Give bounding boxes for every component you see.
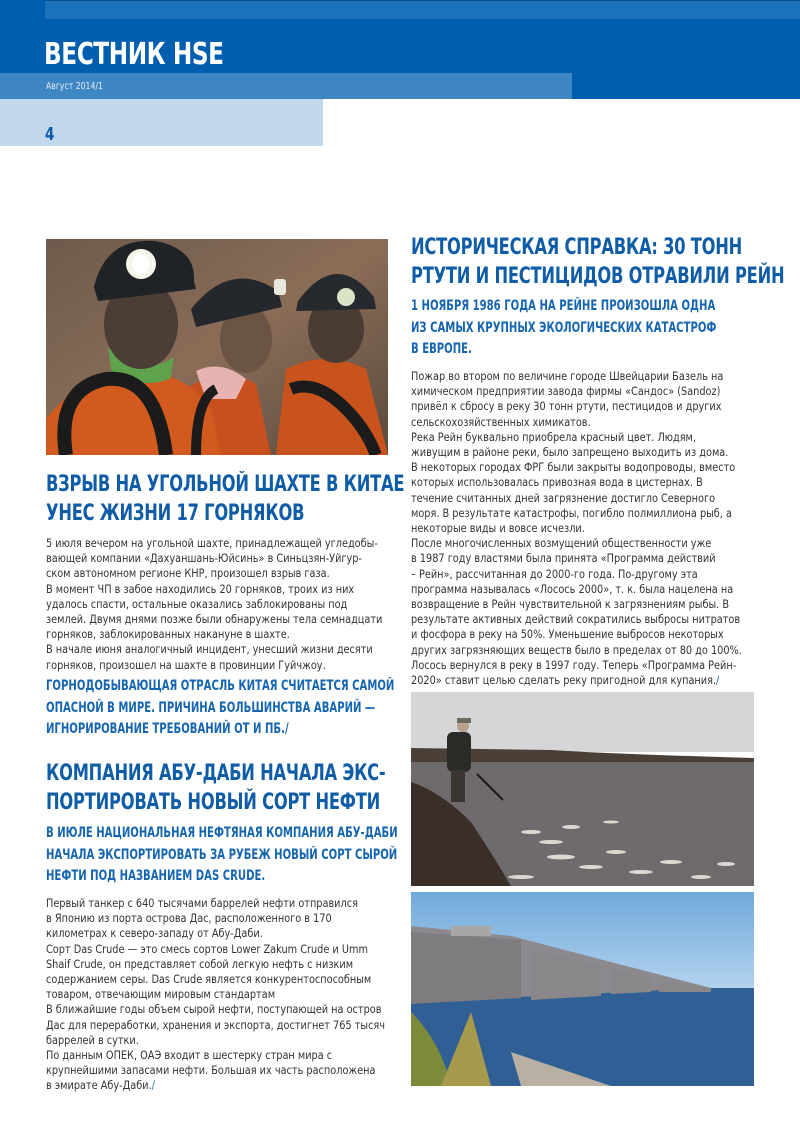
photo-dam	[411, 892, 754, 1086]
body-line: Река Рейн буквально приобрела красный цвет. Людям,	[411, 430, 697, 444]
conclusion-line: ИГНОРИРОВАНИЕ ТРЕБОВАНИЙ ОТ И ПБ.	[46, 721, 285, 737]
miners-illustration	[46, 239, 388, 455]
body-line: сельскохозяйственных химикатов.	[411, 415, 591, 429]
body-line: В начале июня аналогичный инцидент, унесший жизни десяти	[46, 643, 373, 657]
body-line: результате активных действий сократились выбросы нитратов	[411, 613, 741, 627]
body-line: – Рейн», рассчитанная до 2000-го года. По-другому эта	[411, 567, 698, 581]
dam-illustration	[411, 892, 754, 1086]
photo-river-dead-fish	[411, 692, 754, 886]
issue-date: Август 2014/1	[46, 81, 103, 92]
body-line: По данным ОПЕК, ОАЭ входит в шестерку стран мира с	[46, 1049, 333, 1063]
body-line: в эмирате Абу-Даби.	[46, 1079, 152, 1093]
lead-line: 1 НОЯБРЯ 1986 ГОДА НА РЕЙНЕ ПРОИЗОШЛА ОДНА	[411, 298, 716, 314]
body-line: Shaif Crude, он представляет собой легкую нефть с низким	[46, 957, 354, 971]
body-line: других загрязняющих веществ было в пределах от 80 до 100%.	[411, 643, 742, 657]
body-line: горняков, заблокированных накануне в шахте.	[46, 628, 290, 642]
body-line: километрах к северо-западу от Абу-Даби.	[46, 927, 263, 941]
body-line: землей. Двумя днями позже были обнаружены тела семнадцати	[46, 613, 383, 627]
article-3-title-line: РТУТИ И ПЕСТИЦИДОВ ОТРАВИЛИ РЕЙН	[411, 264, 785, 289]
body-line: В момент ЧП в забое находились 20 горняков, троих из них	[46, 582, 355, 596]
body-line: ском автономном регионе КНР, произошел взрыв газа.	[46, 567, 330, 581]
lead-line: НЕФТИ ПОД НАЗВАНИЕМ DAS CRUDE.	[46, 868, 266, 884]
article-2-lead	[46, 823, 398, 888]
masthead-top-band	[45, 0, 800, 19]
article-3-body	[411, 369, 742, 688]
article-3-title-line: ИСТОРИЧЕСКАЯ СПРАВКА: 30 ТОНН	[411, 235, 743, 260]
article-1-title-line: ВЗРЫВ НА УГОЛЬНОЙ ШАХТЕ В КИТАЕ	[46, 472, 405, 497]
end-mark: /	[151, 1079, 155, 1093]
body-line: Дас для переработки, хранения и экспорта, достигнет 765 тысяч	[46, 1018, 386, 1032]
lead-line: ИЗ САМЫХ КРУПНЫХ ЭКОЛОГИЧЕСКИХ КАТАСТРОФ	[411, 319, 717, 336]
body-line: течение считанных дней загрязнение достигло Северного	[411, 491, 716, 505]
body-line: 2020» ставит целью сделать реку пригодной для купания.	[411, 674, 717, 688]
conclusion-line: ГОРНОДОБЫВАЮЩАЯ ОТРАСЛЬ КИТАЯ СЧИТАЕТСЯ САМОЙ	[46, 678, 395, 694]
body-line: возвращение в Рейн чувствительной к загрязнениям рыбы. В	[411, 598, 730, 612]
conclusion-line: ОПАСНОЙ В МИРЕ. ПРИЧИНА БОЛЬШИНСТВА АВАРИЙ —	[46, 699, 376, 716]
body-line: Первый танкер с 640 тысячами баррелей нефти отправился	[46, 897, 358, 910]
body-line: В ближайшие годы объем сырой нефти, поступающей на остров	[46, 1003, 382, 1017]
body-line: некоторые виды и вовсе исчезли.	[411, 522, 585, 536]
body-line: привёл к сбросу в реку 30 тонн ртути, пестицидов и других	[411, 400, 722, 414]
body-line: моря. В результате катастрофы, погибло полмиллиона рыб, а	[411, 506, 732, 520]
river-illustration	[411, 692, 754, 886]
body-line: товаром, отвечающим мировым стандартам	[46, 988, 276, 1002]
body-line: программа называлась «Лосось 2000», т. к. была нацелена на	[411, 582, 734, 596]
body-line: живущим в районе реки, было запрещено выходить из дома.	[411, 446, 729, 460]
publication-title: ВЕСТНИК HSE	[44, 37, 224, 72]
article-1-body	[46, 536, 382, 673]
article-1-title-line: УНЕС ЖИЗНИ 17 ГОРНЯКОВ	[46, 501, 305, 526]
body-line: содержанием серы. Das Crude является конкурентоспособным	[46, 973, 372, 987]
body-line: химическом предприятии завода фирмы «Сандос» (Sandoz)	[411, 385, 721, 399]
lead-line: В ЕВРОПЕ.	[411, 341, 472, 357]
body-line: Пожар во втором по величине городе Швейцарии Базель на	[411, 370, 724, 383]
article-2-title-line: КОМПАНИЯ АБУ-ДАБИ НАЧАЛА ЭКС-	[46, 761, 386, 786]
article-3-title	[411, 233, 784, 291]
body-line: в 1987 году властями была принята «Программа действий	[411, 552, 716, 566]
article-2-title-line: ПОРТИРОВАТЬ НОВЫЙ СОРТ НЕФТИ	[46, 790, 381, 815]
body-line: 5 июля вечером на угольной шахте, принадлежащей угледобы-	[46, 537, 378, 550]
article-2-body	[46, 896, 385, 1094]
body-line: крупнейшими запасами нефти. Большая их часть расположена	[46, 1064, 376, 1078]
body-line: После многочисленных возмущений общественности уже	[411, 537, 712, 551]
body-line: Сорт Das Crude — это смесь сортов Lower Zakum Crude и Umm	[46, 942, 368, 956]
article-1-title	[46, 470, 404, 528]
lead-line: В ИЮЛЕ НАЦИОНАЛЬНАЯ НЕФТЯНАЯ КОМПАНИЯ АБУ-ДАБИ	[46, 825, 398, 841]
article-3-lead	[411, 296, 716, 361]
body-line: вающей компании «Дахуаншань-Юйсинь» в Синьцзян-Уйгур-	[46, 552, 363, 566]
body-line: В некоторых городах ФРГ были закрыты водопроводы, вместо	[411, 461, 736, 475]
lead-line: НАЧАЛА ЭКСПОРТИРОВАТЬ ЗА РУБЕЖ НОВЫЙ СОРТ СЫРОЙ	[46, 846, 398, 863]
body-line: баррелей в сутки.	[46, 1033, 139, 1047]
body-line: в Японию из порта острова Дас, расположенного в 170	[46, 912, 332, 926]
body-line: которых использовалась привозная вода в цистернах. В	[411, 476, 703, 490]
article-1-conclusion	[46, 676, 394, 741]
page-number: 4	[45, 124, 55, 145]
body-line: горняков, произошел на шахте в провинции Гуйчжоу.	[46, 658, 326, 672]
end-mark: /	[284, 721, 289, 737]
end-mark: /	[716, 674, 720, 688]
article-2-title	[46, 759, 385, 817]
body-line: Лосось вернулся в реку в 1997 году. Теперь «Программа Рейн-	[411, 658, 737, 672]
photo-miners	[46, 239, 388, 455]
body-line: удалось спасти, остальные оказались заблокированы под	[46, 597, 348, 611]
body-line: и фосфора в реку на 50%. Уменьшение выбросов некоторых	[411, 628, 724, 642]
